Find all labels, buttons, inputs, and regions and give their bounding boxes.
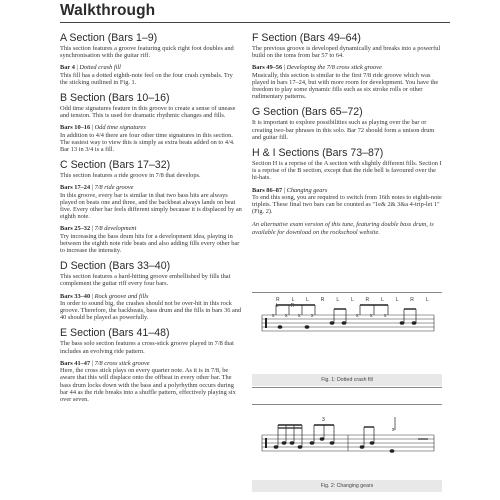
- subsection-title: Changing gears: [286, 186, 328, 194]
- subsection-text: In order to sound big, the crashes should not be over-hit in this rock groove. Therefore, the backbeats, bass drum and the fills in bars 36 and 40 should be played as powerfully.: [60, 299, 242, 322]
- subsection-text: Musically, this section is similar to the first 7/8 ride groove which was played in bars 17–24, but with more room for development. You have the freedom to play some dynamic fills such as six stroke rolls or other rudimentary patterns.: [252, 71, 439, 101]
- section-intro: The bass solo section features a cross-stick groove played in 7/8 that includes an evolving ride pattern.: [60, 340, 234, 355]
- subsection-title: 7/8 cross stick groove: [94, 359, 150, 367]
- section-c: [60, 159, 242, 254]
- svg-text:x: x: [311, 313, 314, 319]
- section-b: [60, 92, 242, 153]
- svg-text:x: x: [356, 313, 359, 319]
- drum-notation-svg-2: [252, 405, 442, 491]
- section-f: [252, 32, 442, 100]
- bars-label: Bars 41–47: [60, 359, 91, 367]
- subsection-text: In addition to 4/4 there are four other time signatures in this section. The easiest way to view this is simply as extra beats added on to 4/4. Bar 13 in 3/4 is a fill.: [60, 131, 235, 154]
- bars-label: Bars 25–32: [60, 225, 91, 233]
- download-note: An alternative exam version of this tune, featuring double bass drum, is available for download on the rockschool website.: [252, 221, 434, 236]
- figure-1-caption: Fig. 1: Dotted crash fill: [252, 374, 442, 386]
- subsection-text: This fill has a dotted eighth-note feel on the four crash cymbals. Try the sticking outlined in Fig. 1.: [60, 71, 233, 86]
- subsection-text: To end this song, you are required to switch from 16th notes to eighth-note triplets. These final two bars can be counted as "1e& 2& 3&a 4-trip-let 1" (Fig. 2).: [252, 193, 442, 216]
- svg-text:x: x: [298, 313, 301, 319]
- staff-lines: [262, 315, 434, 331]
- section-e: [60, 327, 242, 403]
- subsection-text: Here, the cross stick plays on every quarter note. As it is in 7/8, be aware that this will displace onto the offbeat in every other bar. The bass drum locks down with the bass and a polyrhythm occurs during bar 44 as the ride breaks into a shuffle pattern, effectively playing six over seven.: [60, 367, 236, 403]
- right-column: [252, 32, 442, 236]
- figure-1: [252, 292, 442, 400]
- section-heading: D Section (Bars 33–40): [60, 260, 171, 273]
- section-heading: C Section (Bars 17–32): [60, 159, 171, 172]
- section-heading: F Section (Bars 49–64): [252, 32, 361, 44]
- subsection: Bars 49–56 | Developing the 7/8 cross stick groove: [252, 64, 382, 72]
- section-intro: This section features a groove featuring quick right foot doubles and synchronisation with the guitar riff.: [60, 45, 234, 60]
- subsection-title: Rock groove and fills: [94, 292, 149, 300]
- subsection: Bars 41–47 | 7/8 cross stick groove: [60, 359, 150, 367]
- page-title: Walkthrough: [60, 2, 156, 19]
- subsection-title: Developing the 7/8 cross stick groove: [286, 64, 382, 72]
- section-d: [60, 260, 242, 321]
- subsection: Bars 25–32 | 7/8 development: [60, 225, 137, 233]
- section-intro: The previous groove is developed dynamically and breaks into a powerful build on the toms from bar 57 to 64.: [252, 45, 441, 60]
- section-intro: Odd time signatures feature in this groove to create a sense of unease and tension. This is used for dramatic rhythmic changes and fills.: [60, 105, 236, 120]
- bars-label: Bars 86–87: [252, 186, 283, 194]
- section-heading: E Section (Bars 41–48): [60, 327, 170, 340]
- subsection: Bar 4 | Dotted crash fill: [60, 64, 121, 72]
- section-intro: This section features a hard-hitting groove embellished by fills that complement the guitar riff every four bars.: [60, 273, 231, 288]
- subsection: Bars 86–87 | Changing gears: [252, 186, 328, 194]
- section-h-i: [252, 147, 442, 215]
- subsection-title: Odd time signatures: [94, 124, 146, 132]
- bars-label: Bars 10–16: [60, 124, 91, 132]
- svg-text:x: x: [370, 313, 373, 319]
- figure-2: [252, 404, 442, 498]
- figure-2-caption: Fig. 2: Changing gears: [252, 480, 442, 492]
- bars-label: Bar 4: [60, 64, 75, 72]
- subsection-title: 7/8 ride groove: [94, 184, 134, 192]
- svg-text:x: x: [272, 313, 275, 319]
- subsection: Bars 33–40 | Rock groove and fills: [60, 292, 149, 300]
- svg-text:x: x: [384, 313, 387, 319]
- subsection-text: In this groove, every bar is similar in that two bass hits are always played on beats one and three, and the backbeat always lands on beat five. Every other bar feels different simply because it is displaced by an eighth note.: [60, 191, 242, 221]
- svg-text:x: x: [285, 313, 288, 319]
- svg-text:3: 3: [322, 417, 325, 423]
- section-heading: A Section (Bars 1–9): [60, 32, 158, 44]
- section-heading: B Section (Bars 10–16): [60, 92, 170, 105]
- section-heading: G Section (Bars 65–72): [252, 106, 363, 119]
- staff-lines-2: [262, 435, 434, 451]
- left-column: [60, 32, 242, 409]
- figure-2-notation: [252, 404, 442, 492]
- section-a: [60, 32, 242, 86]
- subsection: Bars 17–24 | 7/8 ride groove: [60, 184, 134, 192]
- section-intro: Section H is a reprise of the A section with slightly different fills. Section I is a reprise of the B section, except that the ride bell is favoured over the hi-hats.: [252, 160, 442, 182]
- section-intro: It is important to explore possibilities such as playing over the bar or creating two-bar phrases in this solo. Bar 72 should form a unison drum and guitar fill.: [252, 119, 435, 141]
- sticking-text: R L L R L L R L L R L L R: [276, 297, 434, 309]
- bars-label: Bars 49–56: [252, 64, 283, 72]
- subsection-text: Try increasing the bass drum hits for a development idea, playing in between the eighth note ride beats and also adding fills every other bar to increase the intensity.: [60, 232, 240, 255]
- subsection-title: Dotted crash fill: [79, 64, 121, 72]
- bars-label: Bars 33–40: [60, 292, 91, 300]
- subsection: Bars 10–16 | Odd time signatures: [60, 124, 146, 132]
- section-heading: H & I Sections (Bars 73–87): [252, 147, 384, 160]
- title-rule: [60, 22, 450, 23]
- subsection-title: 7/8 development: [94, 225, 137, 233]
- svg-text:x: x: [392, 427, 395, 433]
- section-intro: This section features a ride groove in 7/8 that develops.: [60, 172, 201, 180]
- bars-label: Bars 17–24: [60, 184, 91, 192]
- section-g: [252, 106, 442, 141]
